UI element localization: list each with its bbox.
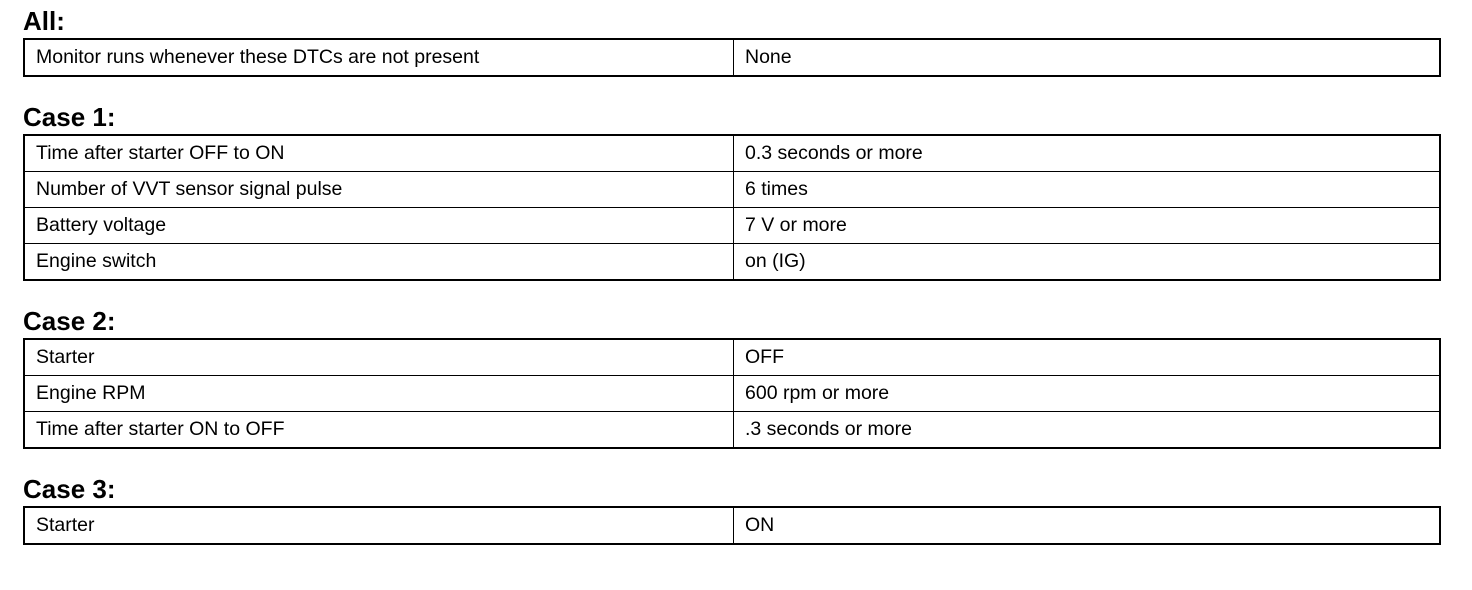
section-heading: Case 2: <box>23 306 116 336</box>
condition-cell: Number of VVT sensor signal pulse <box>24 172 734 208</box>
table-row <box>24 507 1440 544</box>
section-case-2 <box>23 304 1441 449</box>
condition-cell: Time after starter OFF to ON <box>24 135 734 172</box>
condition-cell: Time after starter ON to OFF <box>24 412 734 449</box>
section-heading: Case 3: <box>23 474 116 504</box>
section-heading: All: <box>23 6 65 36</box>
value-cell: .3 seconds or more <box>734 412 1441 449</box>
value-cell: 6 times <box>734 172 1441 208</box>
value-cell: 0.3 seconds or more <box>734 135 1441 172</box>
table-row <box>24 172 1440 208</box>
section-case-1 <box>23 100 1441 281</box>
table-row <box>24 39 1440 76</box>
value-cell: ON <box>734 507 1441 544</box>
value-cell: None <box>734 39 1441 76</box>
value-cell: OFF <box>734 339 1441 376</box>
table-row <box>24 412 1440 449</box>
table-row <box>24 244 1440 281</box>
document-page <box>23 4 1441 545</box>
table-row <box>24 208 1440 244</box>
conditions-table <box>23 338 1441 449</box>
value-cell: on (IG) <box>734 244 1441 281</box>
condition-cell: Engine switch <box>24 244 734 281</box>
conditions-table <box>23 134 1441 281</box>
value-cell: 7 V or more <box>734 208 1441 244</box>
condition-cell: Starter <box>24 339 734 376</box>
condition-cell: Starter <box>24 507 734 544</box>
condition-cell: Engine RPM <box>24 376 734 412</box>
conditions-table <box>23 506 1441 545</box>
value-cell: 600 rpm or more <box>734 376 1441 412</box>
table-row <box>24 135 1440 172</box>
condition-cell: Battery voltage <box>24 208 734 244</box>
conditions-table <box>23 38 1441 77</box>
condition-cell: Monitor runs whenever these DTCs are not present <box>24 39 734 76</box>
section-heading: Case 1: <box>23 102 116 132</box>
table-row <box>24 376 1440 412</box>
table-row <box>24 339 1440 376</box>
section-all <box>23 4 1441 77</box>
section-case-3 <box>23 472 1441 545</box>
